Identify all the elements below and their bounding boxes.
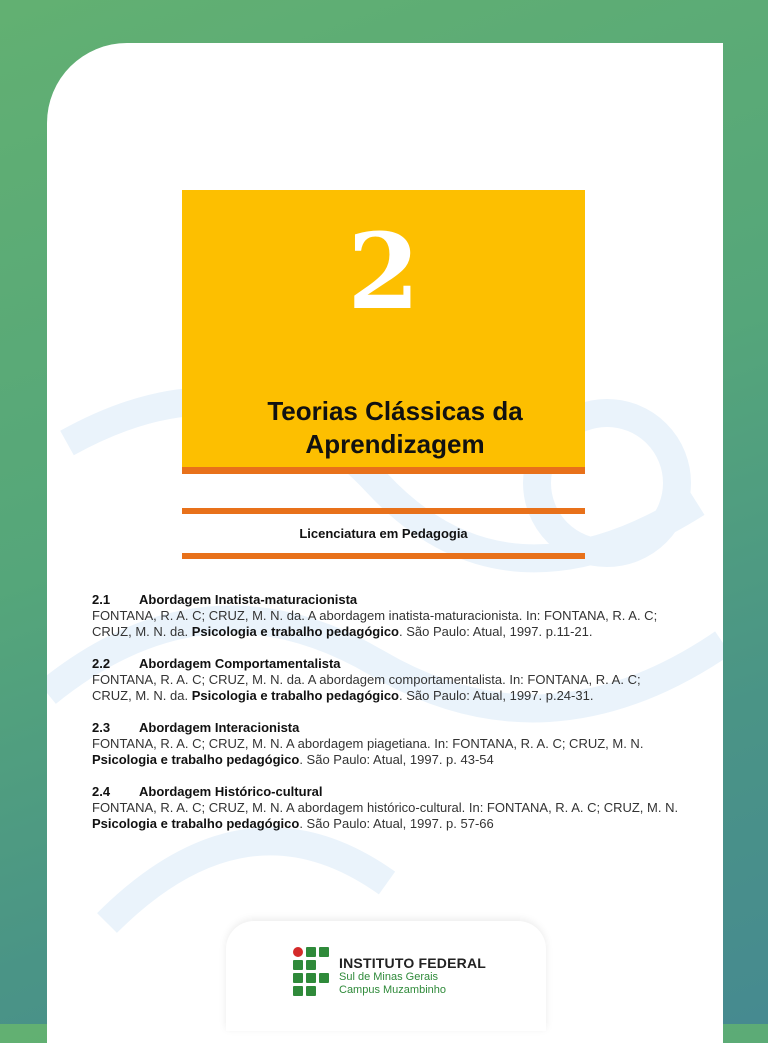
chapter-title-line2: Aprendizagem [305,429,485,459]
reference-item [92,656,682,704]
reference-heading [92,592,682,608]
reference-number: 2.3 [92,720,111,735]
document-page [47,43,723,1043]
citation-book-title: Psicologia e trabalho pedagógico [191,688,400,703]
reference-item [92,592,682,640]
citation-book-title: Psicologia e trabalho pedagógico [191,624,400,639]
institution-name [339,955,486,997]
reference-list [92,592,682,848]
accent-bar-top [182,467,585,474]
reference-citation [92,672,682,704]
reference-item [92,720,682,768]
if-logo-grid-icon [293,947,331,995]
chapter-box [182,190,585,467]
citation-text: FONTANA, R. A. C; CRUZ, M. N. da. A abordagem inatista-maturacionista. In: FONTANA, R. A. C; CRUZ, M. N. da. [92,608,658,639]
citation-publisher: . São Paulo: Atual, 1997. p.11-21. [399,624,593,639]
chapter-title [230,395,560,461]
reference-title: Abordagem Comportamentalista [139,656,341,671]
institution-campus: Campus Muzambinho [339,984,446,996]
citation-publisher: . São Paulo: Atual, 1997. p. 43-54 [299,752,494,767]
reference-citation [92,608,682,640]
reference-title: Abordagem Inatista-maturacionista [139,592,358,607]
citation-book-title: Psicologia e trabalho pedagógico [92,816,300,831]
reference-heading [92,720,682,736]
footer-logo-tab [226,921,546,1031]
citation-text: FONTANA, R. A. C; CRUZ, M. N. A abordagem histórico-cultural. In: FONTANA, R. A. C; CRUZ, M. N. [92,800,679,815]
citation-text: FONTANA, R. A. C; CRUZ, M. N. da. A abordagem comportamentalista. In: FONTANA, R. A. C; CRUZ, M. N. da. [92,672,641,703]
accent-bar-bottom [182,553,585,559]
reference-title: Abordagem Histórico-cultural [139,784,323,799]
reference-heading [92,784,682,800]
institution-region: Sul de Minas Gerais [339,971,439,983]
citation-publisher: . São Paulo: Atual, 1997. p. 57-66 [299,816,494,831]
institution-title: INSTITUTO FEDERAL [339,955,487,971]
reference-citation [92,736,682,768]
citation-text: FONTANA, R. A. C; CRUZ, M. N. A abordagem piagetiana. In: FONTANA, R. A. C; CRUZ, M. N. [92,736,644,751]
chapter-title-line1: Teorias Clássicas da [267,396,523,426]
citation-book-title: Psicologia e trabalho pedagógico [92,752,300,767]
course-name: Licenciatura em Pedagogia [299,526,468,541]
reference-number: 2.4 [92,784,111,799]
reference-number: 2.1 [92,592,111,607]
reference-citation [92,800,682,832]
citation-publisher: . São Paulo: Atual, 1997. p.24-31. [399,688,594,703]
accent-bar-middle [182,508,585,514]
reference-title: Abordagem Interacionista [139,720,300,735]
reference-heading [92,656,682,672]
reference-number: 2.2 [92,656,111,671]
chapter-number: 2 [347,210,420,333]
reference-item [92,784,682,832]
